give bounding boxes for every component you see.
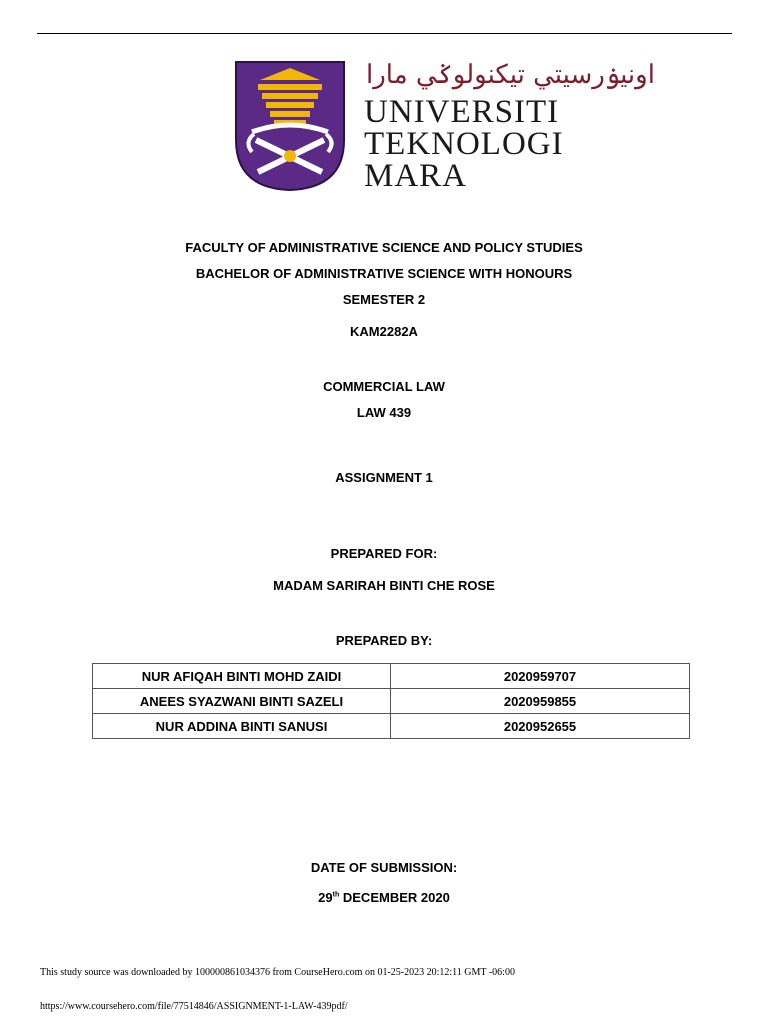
table-row <box>93 664 690 689</box>
download-notice: This study source was downloaded by 100000861034376 from CourseHero.com on 01-25-2023 20:12:11 GMT -06:00 <box>40 967 515 978</box>
semester: SEMESTER 2 <box>342 292 426 307</box>
student-id: 2020952655 <box>391 714 690 739</box>
course-name: COMMERCIAL LAW <box>323 379 445 394</box>
student-name: ANEES SYAZWANI BINTI SAZELI <box>93 689 391 714</box>
student-name: NUR ADDINA BINTI SANUSI <box>93 714 391 739</box>
submission-date <box>0 890 768 905</box>
submission-day-suffix: th <box>332 891 340 899</box>
top-rule <box>37 33 732 34</box>
university-name-line-3: MARA <box>364 158 468 194</box>
group-code: KAM2282A <box>350 324 418 339</box>
jawi-university-name: اونيۏرسيتي تيکنولوݢي مارا <box>366 60 655 90</box>
uitm-crest-icon <box>234 60 346 192</box>
submission-day: 29 <box>318 890 333 905</box>
student-id: 2020959707 <box>391 664 690 689</box>
table-row <box>93 689 690 714</box>
university-name-line-2: TEKNOLOGI <box>364 126 564 162</box>
prepared-for-label: PREPARED FOR: <box>330 546 438 561</box>
student-name: NUR AFIQAH BINTI MOHD ZAIDI <box>93 664 391 689</box>
students-table <box>92 663 690 739</box>
university-name-line-1: UNIVERSITI <box>364 94 560 130</box>
submission-label: DATE OF SUBMISSION: <box>310 860 458 875</box>
source-url-link[interactable]: https://www.coursehero.com/file/77514846/ASSIGNMENT-1-LAW-439pdf/ <box>40 1001 348 1012</box>
faculty-title: FACULTY OF ADMINISTRATIVE SCIENCE AND POLICY STUDIES <box>185 240 583 255</box>
student-id: 2020959855 <box>391 689 690 714</box>
table-row <box>93 714 690 739</box>
prepared-by-label: PREPARED BY: <box>335 633 433 648</box>
course-code: LAW 439 <box>356 405 412 420</box>
lecturer-name: MADAM SARIRAH BINTI CHE ROSE <box>273 578 495 593</box>
assignment-title: ASSIGNMENT 1 <box>335 470 433 485</box>
submission-month-year: DECEMBER 2020 <box>342 890 450 905</box>
programme-title: BACHELOR OF ADMINISTRATIVE SCIENCE WITH HONOURS <box>195 266 573 281</box>
university-logo <box>234 60 655 194</box>
